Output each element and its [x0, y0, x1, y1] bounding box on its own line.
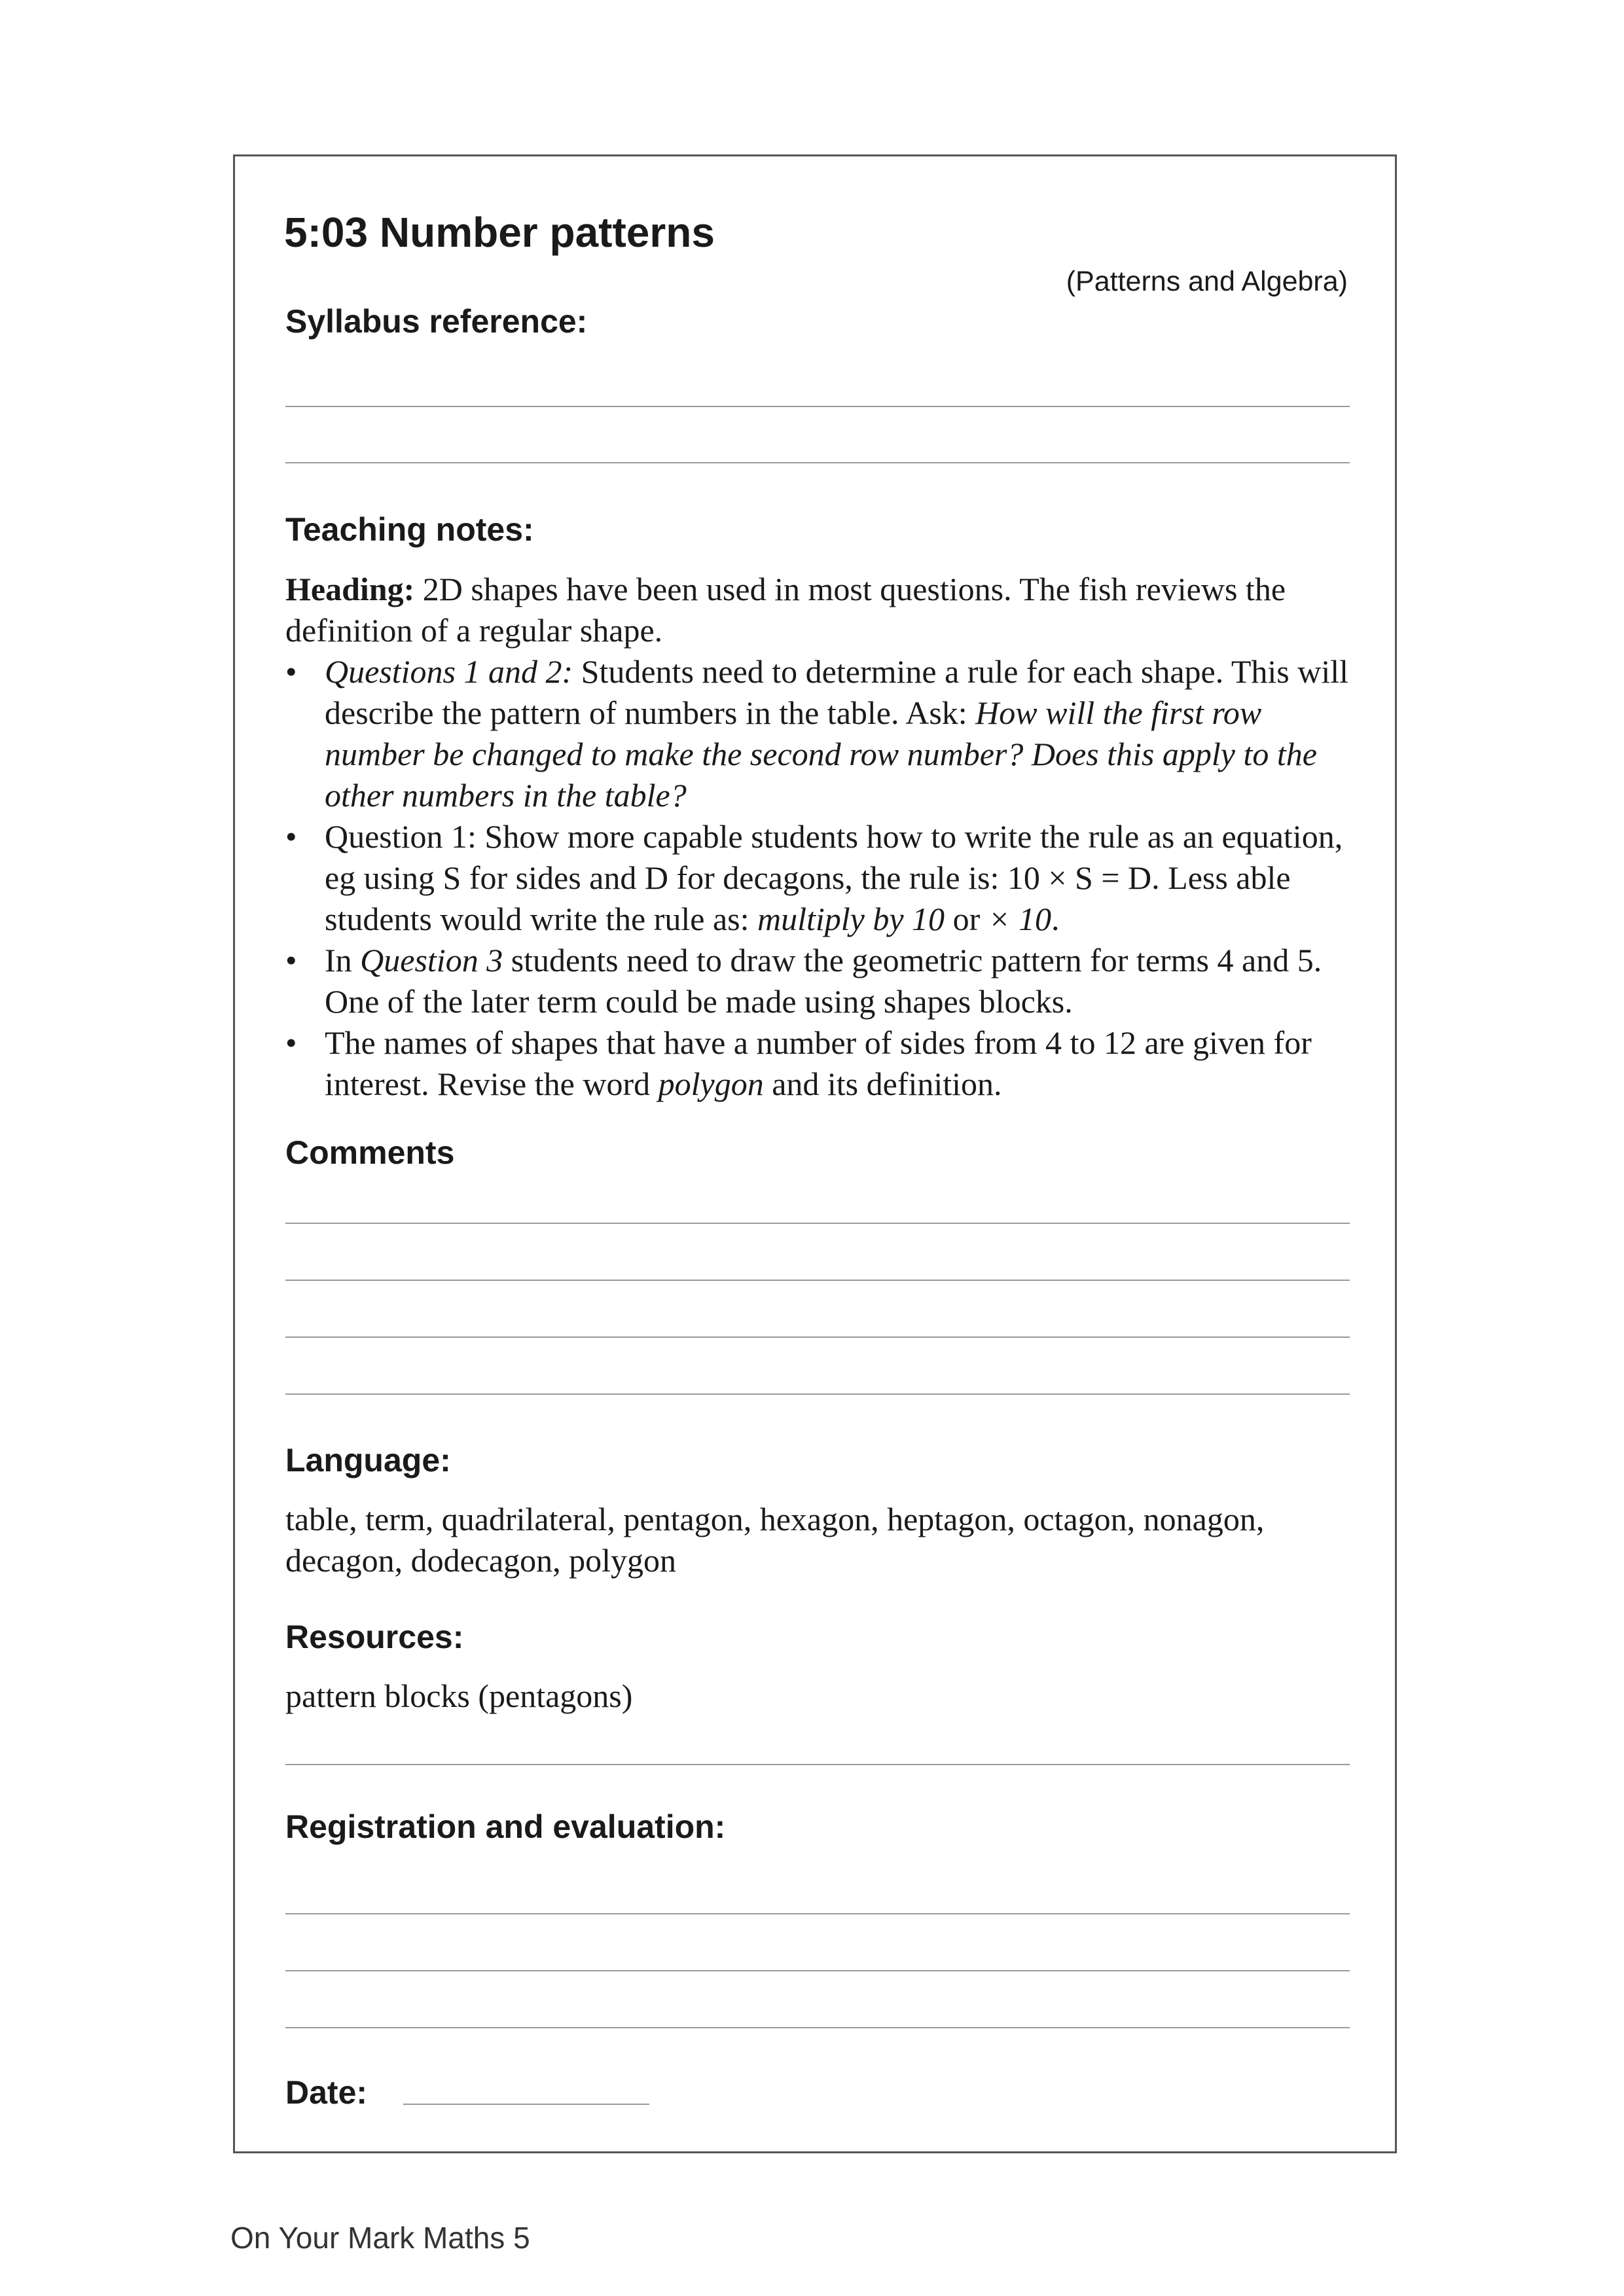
resources-heading: Resources:: [285, 1619, 464, 1655]
teaching-intro: [285, 569, 1359, 651]
note-3-italic: Question 3: [360, 942, 503, 978]
note-item-1: [285, 651, 1359, 816]
date-label: Date:: [285, 2074, 368, 2111]
intro-label: Heading:: [285, 571, 415, 607]
registration-heading: Registration and evaluation:: [285, 1808, 726, 1845]
teaching-notes-list: [285, 651, 1359, 1105]
strand-label: (Patterns and Algebra): [1066, 266, 1348, 297]
footer-text: On Your Mark Maths 5: [230, 2221, 530, 2255]
bullet-icon: •: [285, 1024, 297, 1061]
comments-heading: Comments: [285, 1134, 455, 1171]
note-3-text: students need to draw the geometric pattern for terms 4 and 5. One of the later term could be made using shapes blocks.: [325, 942, 1322, 1020]
note-2-italic-2: × 10: [988, 901, 1051, 937]
comments-line-4: [285, 1393, 1350, 1395]
note-2-end: .: [1051, 901, 1060, 937]
comments-line-1: [285, 1223, 1350, 1224]
bullet-icon: •: [285, 942, 297, 978]
note-1-text: Students need to determine a rule for each shape. This will describe the pattern of numbers in the table. Ask:: [325, 653, 1348, 731]
teaching-notes-body: [285, 569, 1359, 1105]
note-4-italic: polygon: [658, 1066, 764, 1102]
note-1-italic: Questions 1 and 2:: [325, 653, 573, 690]
date-line: [403, 2104, 649, 2105]
resources-line: [285, 1764, 1350, 1765]
language-heading: Language:: [285, 1442, 451, 1479]
registration-line-2: [285, 1970, 1350, 1971]
syllabus-line-2: [285, 462, 1350, 463]
note-2-italic: multiply by 10: [757, 901, 945, 937]
note-item-2: [285, 816, 1359, 940]
note-4-text: The names of shapes that have a number of sides from 4 to 12 are given for interest. Revise the word: [325, 1024, 1312, 1102]
resources-text: pattern blocks (pentagons): [285, 1677, 633, 1714]
syllabus-line-1: [285, 406, 1350, 407]
bullet-icon: •: [285, 818, 297, 855]
note-2-or: or: [945, 901, 988, 937]
registration-line-3: [285, 2027, 1350, 2028]
teaching-notes-heading: Teaching notes:: [285, 511, 534, 548]
note-item-4: [285, 1022, 1359, 1105]
comments-line-3: [285, 1336, 1350, 1338]
page-title: 5:03 Number patterns: [284, 209, 715, 256]
note-item-3: [285, 940, 1359, 1022]
syllabus-heading: Syllabus reference:: [285, 303, 588, 340]
note-3-start: In: [325, 942, 361, 978]
note-2-text: Question 1: Show more capable students how to write the rule as an equation, eg using S for sides and D for decagons, the rule is: 10 × S = D. Less able students would write the rule as:: [325, 818, 1343, 937]
bullet-icon: •: [285, 653, 297, 690]
note-4-end: and its definition.: [763, 1066, 1002, 1102]
registration-line-1: [285, 1913, 1350, 1914]
comments-line-2: [285, 1280, 1350, 1281]
language-text: table, term, quadrilateral, pentagon, hexagon, heptagon, octagon, nonagon, decagon, dodecagon, polygon: [285, 1501, 1265, 1579]
intro-text: 2D shapes have been used in most questions. The fish reviews the definition of a regular shape.: [285, 571, 1286, 649]
note-1-question: How will the first row number be changed to make the second row number? Does this apply to the other numbers in the table?: [325, 694, 1317, 814]
